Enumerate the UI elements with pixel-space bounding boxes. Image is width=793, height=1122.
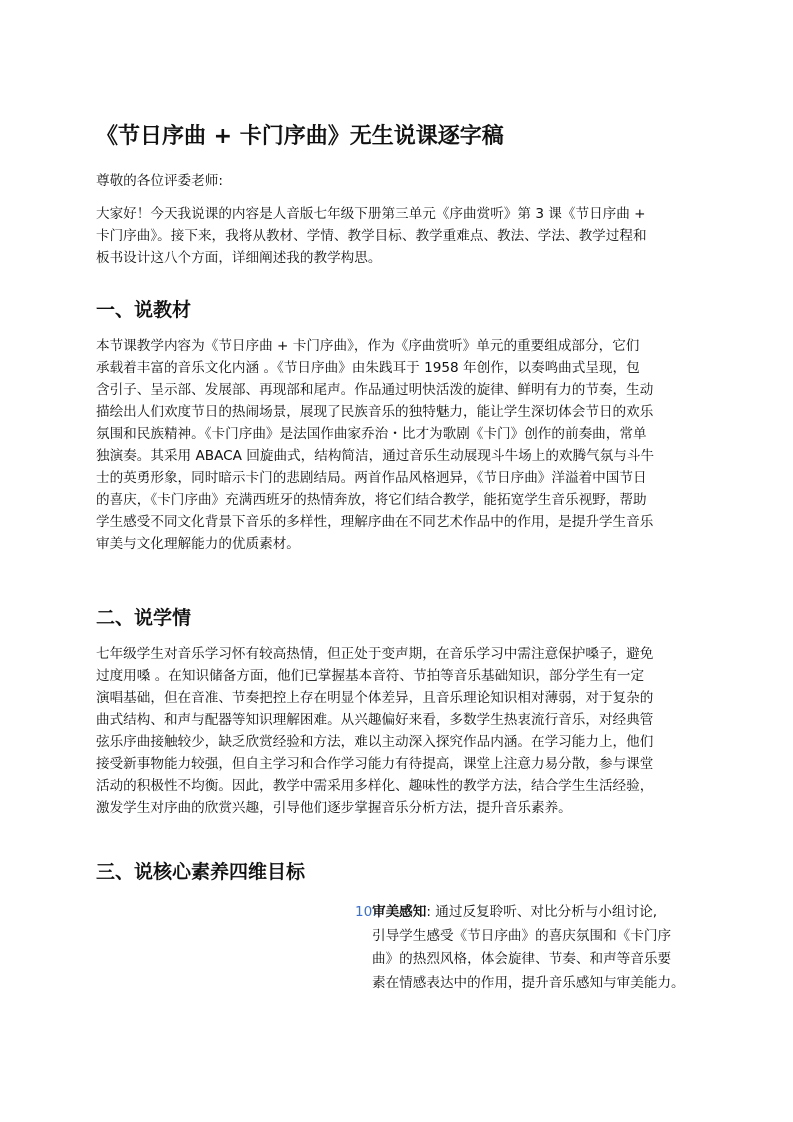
salutation: 尊敬的各位评委老师: <box>96 173 223 189</box>
list-item-body <box>372 901 725 995</box>
paragraph-line: 七年级学生对音乐学习怀有较高热情，但正处于变声期，在音乐学习中需注意保护嗓子，避免 <box>96 646 654 662</box>
intro-line: 大家好！今天我说课的内容是人音版七年级下册第三单元《序曲赏听》第 3 课《节日序曲 + <box>96 206 646 222</box>
objective-text: : 通过反复聆听、对比分析与小组讨论, <box>426 904 658 920</box>
paragraph-line: 独演奏。其采用 ABACA 回旋曲式，结构简洁，通过音乐生动展现斗牛场上的欢腾气氛与斗牛 <box>96 448 655 464</box>
paragraph-line: 含引子、呈示部、发展部、再现部和尾声。作品通过明快活泼的旋律、鲜明有力的节奏，生动 <box>96 382 654 398</box>
paragraph-line: 士的英勇形象，同时暗示卡门的悲剧结局。两首作品风格迥异，《节日序曲》洋溢着中国节日 <box>96 470 647 486</box>
intro-line: 卡门序曲》。接下来，我将从教材、学情、教学目标、教学重难点、教法、学法、教学过程和 <box>96 228 647 244</box>
intro-line: 板书设计这八个方面，详细阐述我的教学构思。 <box>96 250 382 266</box>
list-item-line: 曲》的热烈风格，体会旋律、节奏、和声等音乐要 <box>372 951 672 967</box>
paragraph-line: 活动的积极性不均衡。因此，教学中需采用多样化、趣味性的教学方法，结合学生生活经验， <box>96 778 654 794</box>
list-item-line: 引导学生感受《节日序曲》的喜庆氛围和《卡门序 <box>372 927 672 944</box>
document-title: 《节日序曲 + 卡门序曲》无生说课逐字稿 <box>96 124 504 149</box>
learners-paragraph <box>96 643 716 819</box>
intro-paragraph <box>96 203 716 269</box>
paragraph-line: 氛围和民族精神。《卡门序曲》是法国作曲家乔治・比才为歌剧《卡门》创作的前奏曲，常单 <box>96 426 647 442</box>
paragraph-line: 承载着丰富的音乐文化内涵 。《节日序曲》由朱践耳于 1958 年创作，以奏鸣曲式呈现，包 <box>96 360 640 376</box>
paragraph-line: 的喜庆，《卡门序曲》充满西班牙的热情奔放，将它们结合教学，能拓宽学生音乐视野，帮助 <box>96 492 647 508</box>
section-heading-learners: 二、说学情 <box>96 607 192 629</box>
section-heading-objectives: 三、说核心素养四维目标 <box>96 861 306 883</box>
objective-list-item <box>355 901 725 995</box>
paragraph-line: 演唱基础，但在音准、节奏把控上存在明显个体差异，且音乐理论知识相对薄弱，对于复杂的 <box>96 690 654 706</box>
paragraph-line: 审美与文化理解能力的优质素材。 <box>96 536 300 552</box>
paragraph-line: 过度用嗓 。在知识储备方面，他们已掌握基本音符、节拍等音乐基础知识，部分学生有一定 <box>96 668 645 684</box>
textbook-paragraph <box>96 335 716 555</box>
paragraph-line: 弦乐序曲接触较少，缺乏欣赏经验和方法，难以主动深入探究作品内涵。在学习能力上，他们 <box>96 734 654 750</box>
paragraph-line: 激发学生对序曲的欣赏兴趣，引导他们逐步掌握音乐分析方法，提升音乐素养。 <box>96 800 572 816</box>
paragraph-line: 本节课教学内容为《节日序曲 + 卡门序曲》，作为《序曲赏听》单元的重要组成部分，它们 <box>96 338 640 354</box>
list-number: 10. <box>355 904 377 920</box>
paragraph-line: 学生感受不同文化背景下音乐的多样性，理解序曲在不同艺术作品中的作用，是提升学生音乐 <box>96 514 654 530</box>
list-item-first-line <box>372 901 725 925</box>
list-item-line: 素在情感表达中的作用，提升音乐感知与审美能力。 <box>372 974 685 991</box>
section-heading-textbook: 一、说教材 <box>96 299 192 321</box>
paragraph-line: 描绘出人们欢度节日的热闹场景，展现了民族音乐的独特魅力，能让学生深切体会节日的欢乐 <box>96 404 654 420</box>
paragraph-line: 接受新事物能力较强，但自主学习和合作学习能力有待提高，课堂上注意力易分散，参与课堂 <box>96 756 654 772</box>
objective-term: 审美感知 <box>372 904 427 920</box>
paragraph-line: 曲式结构、和声与配器等知识理解困难。从兴趣偏好来看，多数学生热衷流行音乐，对经典管 <box>96 712 654 728</box>
